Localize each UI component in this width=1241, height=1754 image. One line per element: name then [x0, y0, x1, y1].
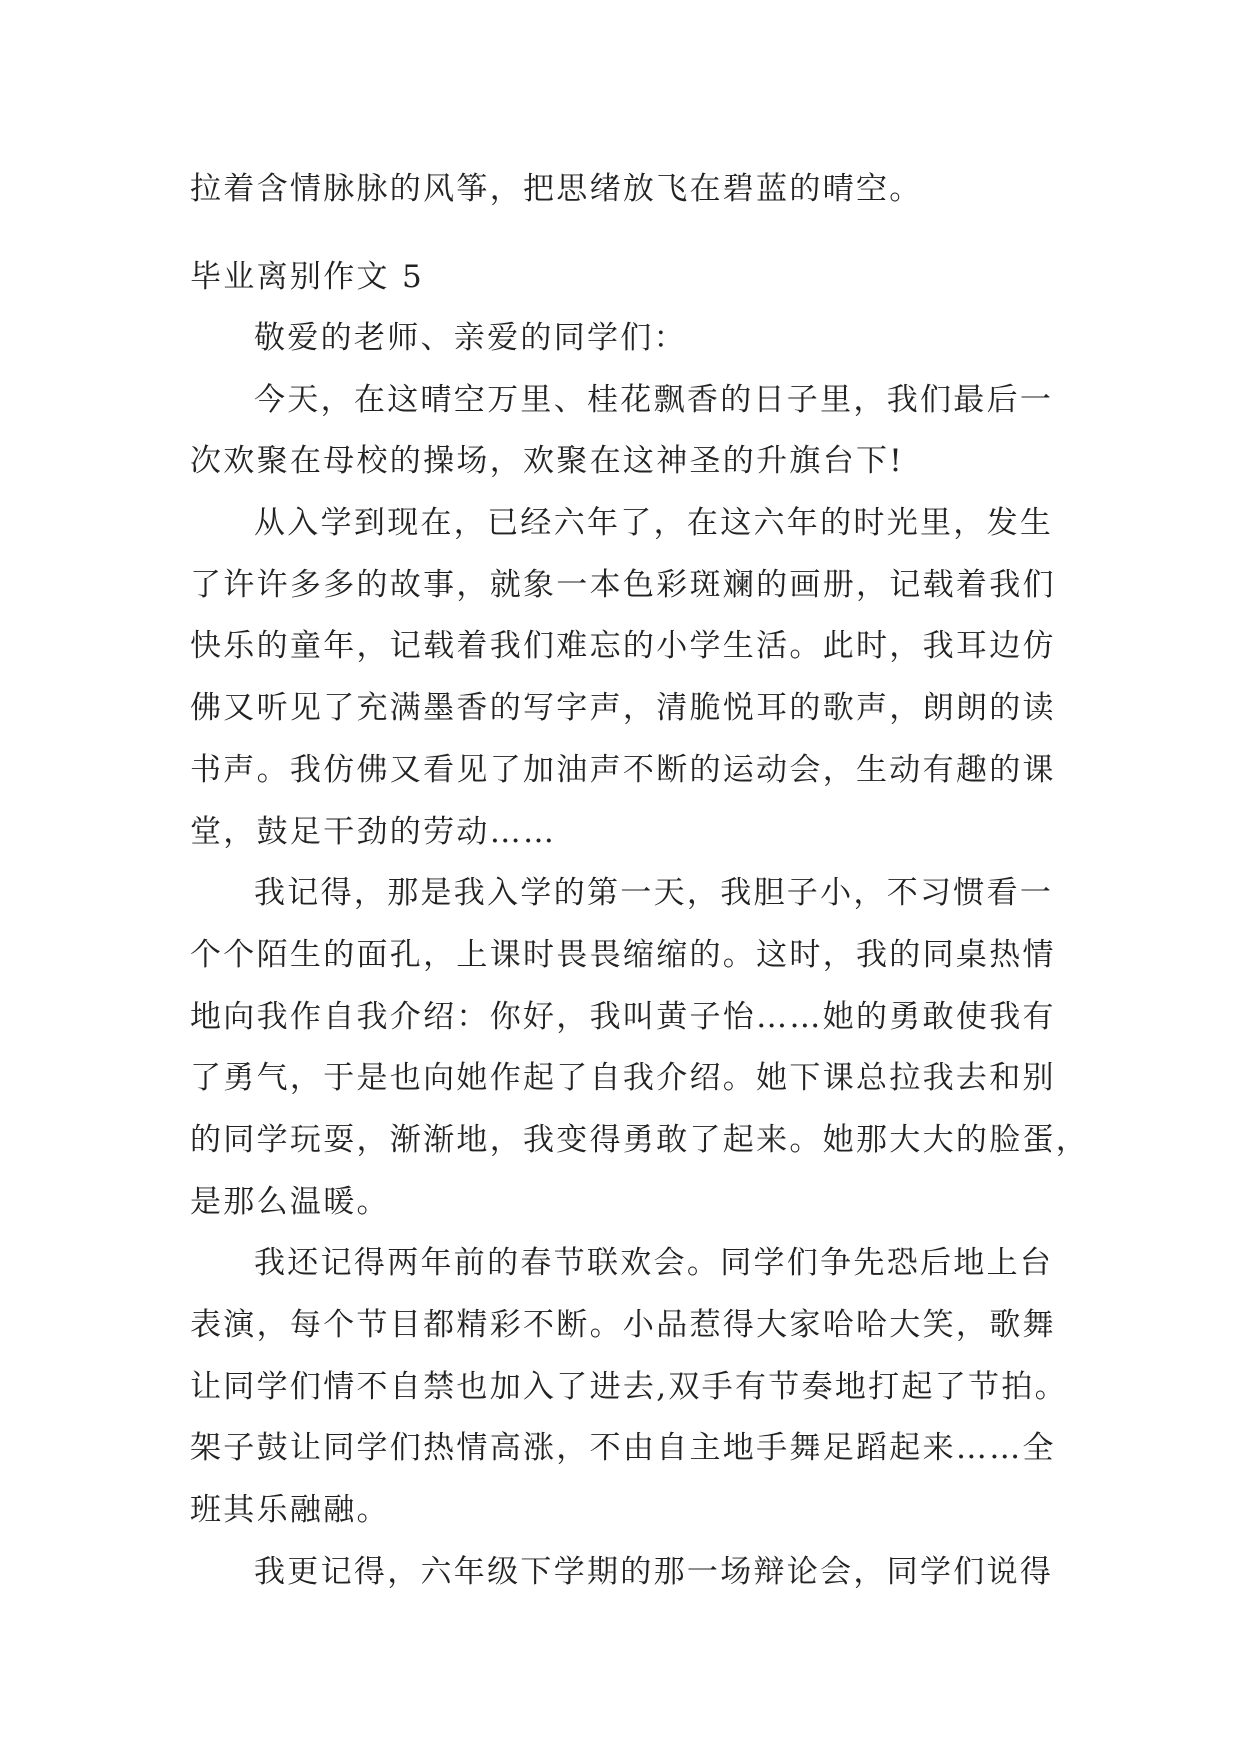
text-line: 堂，鼓足干劲的劳动…… [190, 813, 557, 850]
text-line: 我记得，那是我入学的第一天，我胆子小，不习惯看一 [254, 875, 1054, 912]
text-line: 佛又听见了充满墨香的写字声，清脆悦耳的歌声，朗朗的读 [190, 690, 1056, 727]
text-line: 快乐的童年，记载着我们难忘的小学生活。此时，我耳边仿 [190, 628, 1056, 665]
text-line: 我更记得，六年级下学期的那一场辩论会，同学们说得 [254, 1553, 1054, 1590]
text-line: 让同学们情不自禁也加入了进去,双手有节奏地打起了节拍。 [190, 1368, 1068, 1405]
text-line: 书声。我仿佛又看见了加油声不断的运动会，生动有趣的课 [190, 751, 1056, 788]
text-line: 表演，每个节目都精彩不断。小品惹得大家哈哈大笑，歌舞 [190, 1307, 1056, 1343]
text-line: 敬爱的老师、亲爱的同学们： [254, 320, 687, 356]
text-line: 次欢聚在母校的操场，欢聚在这神圣的升旗台下! [190, 443, 905, 480]
text-line: 班其乐融融。 [190, 1492, 390, 1529]
paragraph-top [190, 159, 1050, 221]
text-line: 个个陌生的面孔，上课时畏畏缩缩的。这时，我的同桌热情 [190, 936, 1056, 973]
text-line: 了许许多多的故事，就象一本色彩斑斓的画册，记载着我们 [190, 566, 1056, 603]
text-line: 地向我作自我介绍：你好，我叫黄子怡……她的勇敢使我有 [190, 998, 1056, 1035]
text-line: 是那么温暖。 [190, 1183, 390, 1220]
body-text [190, 308, 1090, 1603]
text-line: 拉着含情脉脉的风筝，把思绪放飞在碧蓝的晴空。 [190, 171, 923, 207]
text-line: 我还记得两年前的春节联欢会。同学们争先恐后地上台 [254, 1245, 1054, 1282]
text-line: 今天，在这晴空万里、桂花飘香的日子里，我们最后一 [254, 381, 1054, 418]
section-heading: 毕业离别作文 5 [190, 259, 424, 295]
text-line: 架子鼓让同学们热情高涨，不由自主地手舞足蹈起来……全 [190, 1430, 1056, 1467]
text-line: 了勇气，于是也向她作起了自我介绍。她下课总拉我去和别 [190, 1060, 1056, 1097]
text-line: 从入学到现在，已经六年了，在这六年的时光里，发生 [254, 505, 1054, 542]
text-line: 的同学玩耍，渐渐地，我变得勇敢了起来。她那大大的脸蛋， [190, 1121, 1090, 1158]
